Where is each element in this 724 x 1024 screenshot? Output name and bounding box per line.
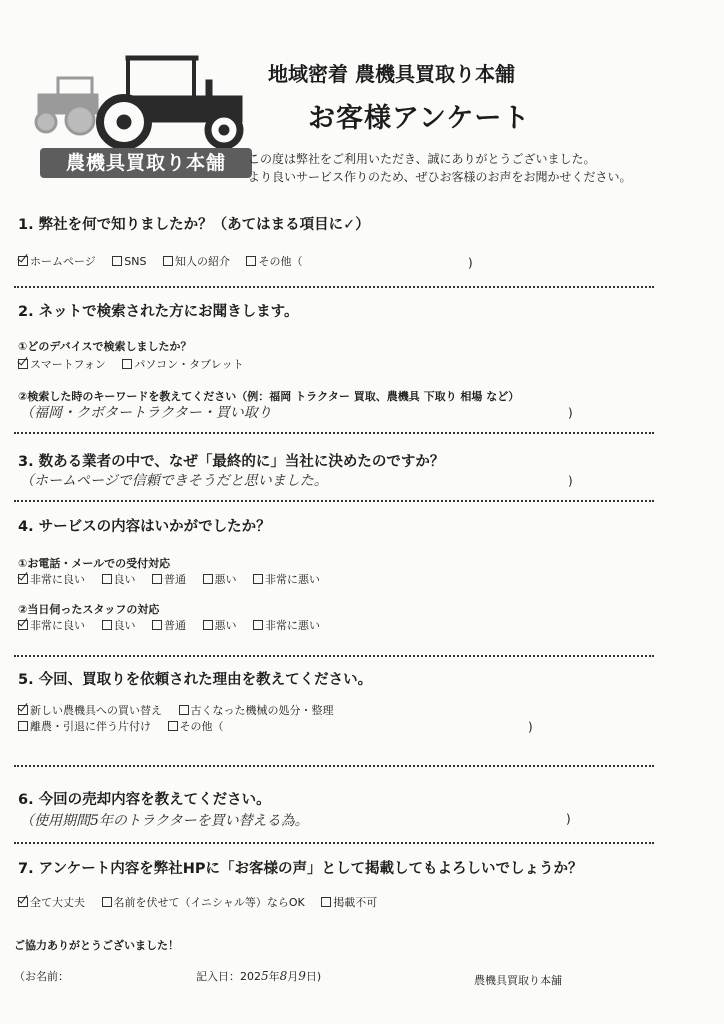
checkbox-checked[interactable] — [18, 620, 28, 630]
q4-2-options — [18, 617, 333, 633]
q1-close-paren: ) — [468, 256, 473, 270]
q2-handwritten-answer: （福岡・クボタートラクター・買い取り — [20, 405, 272, 421]
intro-line-2: より良いサービス作りのため、ぜひお客様のお声をお聞かせください。 — [248, 170, 632, 184]
divider — [14, 765, 654, 767]
checkbox-checked[interactable] — [18, 359, 28, 369]
checkbox[interactable] — [102, 897, 112, 907]
q6-close-paren: ) — [566, 812, 571, 826]
checkbox[interactable] — [122, 359, 132, 369]
q2-close-paren: ) — [568, 406, 573, 420]
month-label: 月 — [287, 970, 299, 983]
q2-option[interactable]: スマートフォン — [18, 356, 106, 372]
q7-heading: 7. アンケート内容を弊社HPに「お客様の声」として掲載してもよろしいでしょうか？ — [18, 861, 583, 877]
checkbox[interactable] — [163, 256, 173, 266]
checkbox[interactable] — [152, 574, 162, 584]
divider — [14, 500, 654, 502]
tractor-icon — [28, 48, 250, 148]
divider — [14, 655, 654, 657]
q3-handwritten-answer: （ホームページで信頼できそうだと思いました。 — [20, 473, 328, 489]
q5-close-paren: ) — [528, 720, 533, 734]
thanks-message: ご協力ありがとうございました！ — [14, 939, 179, 952]
q7-option[interactable]: 掲載不可 — [321, 894, 377, 910]
logo-banner: 農機具買取り本舗 — [40, 148, 252, 178]
checkbox[interactable] — [18, 721, 28, 731]
company-title: 地域密着 農機具買取り本舗 — [268, 62, 515, 86]
checkbox-checked[interactable] — [18, 574, 28, 584]
year-label: 年 — [268, 970, 280, 983]
q4-2-option[interactable]: 良い — [102, 617, 136, 633]
q2-device-options — [18, 356, 257, 372]
checkbox[interactable] — [102, 620, 112, 630]
q4-sub1: ①お電話・メールでの受付対応 — [18, 557, 171, 570]
checkbox[interactable] — [321, 897, 331, 907]
checkbox-checked[interactable] — [18, 897, 28, 907]
q2-sub2: ②検索した時のキーワードを教えてください（例：福岡 トラクター 買取、農機具 下取り 相場 など） — [18, 390, 520, 403]
q6-handwritten-answer: （使用期間5年のトラクターを買い替える為。 — [20, 813, 309, 829]
q4-2-option[interactable]: 非常に悪い — [253, 617, 320, 633]
q5-option[interactable]: 離農・引退に伴う片付け — [18, 718, 151, 734]
checkbox[interactable] — [253, 620, 263, 630]
date-day: 9 — [298, 969, 306, 983]
q4-2-option[interactable]: 悪い — [203, 617, 237, 633]
q4-1-option[interactable]: 良い — [102, 571, 136, 587]
q1-option[interactable]: その他（ — [246, 253, 302, 269]
q4-1-options — [18, 571, 333, 587]
q4-2-option[interactable]: 非常に良い — [18, 617, 85, 633]
checkbox[interactable] — [203, 574, 213, 584]
q2-sub1: ①どのデバイスで検索しましたか？ — [18, 340, 192, 353]
date-year-digit: 5 — [261, 969, 269, 983]
q1-option[interactable]: SNS — [112, 255, 146, 268]
checkbox[interactable] — [253, 574, 263, 584]
q5-option[interactable]: 新しい農機具への買い替え — [18, 702, 162, 718]
q5-options-row2 — [18, 718, 237, 734]
q7-option[interactable]: 全て大丈夫 — [18, 894, 85, 910]
q4-sub2: ②当日伺ったスタッフの対応 — [18, 603, 160, 616]
q4-1-option[interactable]: 非常に良い — [18, 571, 85, 587]
q6-heading: 6. 今回の売却内容を教えてください。 — [18, 792, 271, 808]
checkbox[interactable] — [179, 705, 189, 715]
q1-options — [18, 253, 315, 269]
q1-option[interactable]: 知人の紹介 — [163, 253, 230, 269]
q7-options — [18, 894, 390, 910]
q3-heading: 3. 数ある業者の中で、なぜ「最終的に」当社に決めたのですか？ — [18, 454, 445, 470]
day-label: 日) — [305, 970, 322, 983]
q4-1-option[interactable]: 非常に悪い — [253, 571, 320, 587]
q4-heading: 4. サービスの内容はいかがでしたか？ — [18, 519, 271, 535]
date-month: 8 — [279, 969, 288, 983]
q4-1-option[interactable]: 普通 — [152, 571, 186, 587]
q5-options-row1 — [18, 702, 347, 718]
divider — [14, 842, 654, 844]
footer-company: 農機具買取り本舗 — [474, 974, 562, 987]
q4-1-option[interactable]: 悪い — [203, 571, 237, 587]
date-label: 記入日：202 — [196, 970, 261, 983]
company-logo — [28, 48, 250, 180]
q4-2-option[interactable]: 普通 — [152, 617, 186, 633]
checkbox[interactable] — [246, 256, 256, 266]
q2-heading: 2. ネットで検索された方にお聞きします。 — [18, 304, 299, 320]
q3-close-paren: ) — [568, 474, 573, 488]
q5-option[interactable]: その他（ — [168, 718, 224, 734]
checkbox-checked[interactable] — [18, 256, 28, 266]
q5-heading: 5. 今回、買取りを依頼された理由を教えてください。 — [18, 672, 373, 688]
divider — [14, 432, 654, 434]
checkbox-checked[interactable] — [18, 705, 28, 715]
checkbox[interactable] — [152, 620, 162, 630]
q1-option[interactable]: ホームページ — [18, 253, 96, 269]
divider — [14, 286, 654, 288]
intro-line-1: この度は弊社をご利用いただき、誠にありがとうございました。 — [248, 152, 596, 166]
checkbox[interactable] — [168, 721, 178, 731]
q7-option[interactable]: 名前を伏せて（イニシャル等）ならOK — [102, 894, 305, 910]
checkbox[interactable] — [102, 574, 112, 584]
checkbox[interactable] — [203, 620, 213, 630]
q2-option[interactable]: パソコン・タブレット — [122, 356, 243, 372]
q1-heading: 1. 弊社を何で知りましたか？（あてはまる項目に✓） — [18, 217, 370, 233]
name-label: （お名前： — [14, 970, 69, 983]
date-field — [196, 968, 321, 984]
checkbox[interactable] — [112, 256, 122, 266]
q5-option[interactable]: 古くなった機械の処分・整理 — [179, 702, 334, 718]
form-title: お客様アンケート — [308, 103, 531, 134]
